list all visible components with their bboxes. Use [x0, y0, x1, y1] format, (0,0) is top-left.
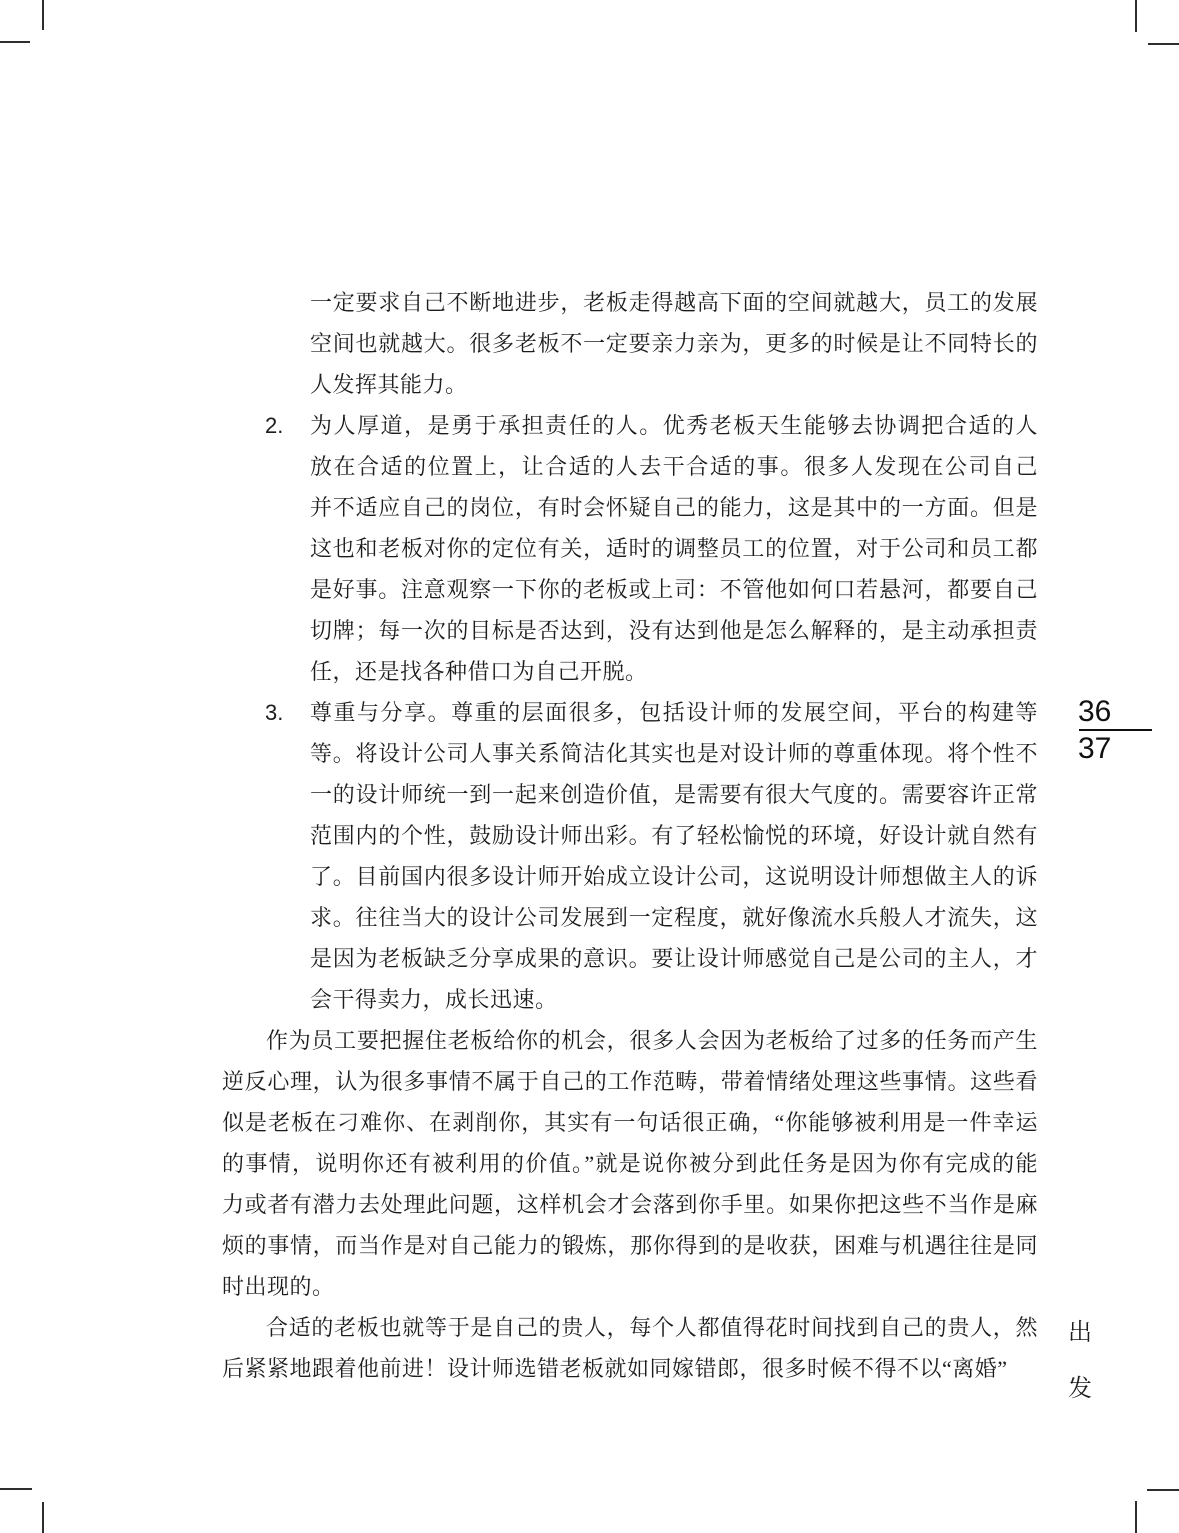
- crop-mark-bottom-left-horizontal: [0, 1488, 32, 1490]
- text-line: 一的设计师统一到一起来创造价值，是需要有很大气度的。需要容许正常: [310, 782, 1038, 807]
- crop-mark-bottom-right-vertical: [1135, 1501, 1137, 1533]
- page-number-top: 36: [1078, 695, 1112, 728]
- crop-mark-top-left-horizontal: [0, 41, 30, 43]
- page-number-block: [1078, 696, 1153, 765]
- page-number-divider: [1079, 729, 1152, 731]
- text-line: 会干得卖力，成长迅速。: [310, 987, 558, 1012]
- text-line: 作为员工要把握住老板给你的机会，很多人会因为老板给了过多的任务而产生: [266, 1028, 1038, 1053]
- list-item-block: [222, 692, 1038, 1020]
- crop-mark-bottom-right-horizontal: [1147, 1489, 1179, 1491]
- text-line: 为人厚道，是勇于承担责任的人。优秀老板天生能够去协调把合适的人: [310, 413, 1038, 438]
- text-line: 求。往往当大的设计公司发展到一定程度，就好像流水兵般人才流失，这: [310, 905, 1038, 930]
- text-line: 放在合适的位置上，让合适的人去干合适的事。很多人发现在公司自己: [310, 454, 1038, 479]
- list-item-block: [222, 405, 1038, 692]
- side-label-char-2: 发: [1068, 1376, 1092, 1402]
- crop-mark-bottom-left-vertical: [42, 1502, 44, 1533]
- text-line: 逆反心理，认为很多事情不属于自己的工作范畴，带着情绪处理这些事情。这些看: [222, 1069, 1038, 1094]
- text-line: 人发挥其能力。: [310, 372, 468, 397]
- text-line: 空间也就越大。很多老板不一定要亲力亲为，更多的时候是让不同特长的: [310, 331, 1038, 356]
- paragraph-block: [222, 1020, 1038, 1307]
- text-line: 范围内的个性，鼓励设计师出彩。有了轻松愉悦的环境，好设计就自然有: [310, 823, 1038, 848]
- text-line: 并不适应自己的岗位，有时会怀疑自己的能力，这是其中的一方面。但是: [310, 495, 1038, 520]
- text-line: 等。将设计公司人事关系简洁化其实也是对设计师的尊重体现。将个性不: [310, 741, 1038, 766]
- text-line: 是因为老板缺乏分享成果的意识。要让设计师感觉自己是公司的主人，才: [310, 946, 1038, 971]
- text-line: 是好事。注意观察一下你的老板或上司：不管他如何口若悬河，都要自己: [310, 577, 1038, 602]
- list-item-marker: 2.: [265, 413, 284, 438]
- crop-mark-top-right-vertical: [1135, 0, 1137, 32]
- crop-mark-top-left-vertical: [42, 0, 44, 30]
- text-line: 一定要求自己不断地进步，老板走得越高下面的空间就越大，员工的发展: [310, 290, 1038, 315]
- list-continuation-block: [222, 282, 1038, 405]
- text-line: 合适的老板也就等于是自己的贵人，每个人都值得花时间找到自己的贵人，然: [266, 1315, 1038, 1340]
- text-line: 烦的事情，而当作是对自己能力的锻炼，那你得到的是收获，困难与机遇往往是同: [222, 1233, 1038, 1258]
- text-line: 后紧紧地跟着他前进！设计师选错老板就如同嫁错郎，很多时候不得不以“离婚”: [222, 1356, 1008, 1381]
- text-line: 力或者有潜力去处理此问题，这样机会才会落到你手里。如果你把这些不当作是麻: [222, 1192, 1038, 1217]
- text-line: 这也和老板对你的定位有关，适时的调整员工的位置，对于公司和员工都: [310, 536, 1038, 561]
- section-side-label: [1066, 1312, 1094, 1403]
- side-label-char-1: 出: [1068, 1320, 1092, 1346]
- page-number-bottom: 37: [1078, 732, 1112, 765]
- crop-mark-top-right-horizontal: [1148, 43, 1179, 45]
- text-line: 任，还是找各种借口为自己开脱。: [310, 659, 648, 684]
- text-line: 时出现的。: [222, 1274, 335, 1299]
- list-item-marker: 3.: [265, 700, 284, 725]
- text-line: 的事情，说明你还有被利用的价值。”就是说你被分到此任务是因为你有完成的能: [222, 1151, 1038, 1176]
- text-line: 切牌；每一次的目标是否达到，没有达到他是怎么解释的，是主动承担责: [310, 618, 1038, 643]
- text-line: 尊重与分享。尊重的层面很多，包括设计师的发展空间，平台的构建等: [310, 700, 1038, 725]
- paragraph-block: [222, 1307, 1038, 1389]
- text-line: 似是老板在刁难你、在剥削你，其实有一句话很正确，“你能够被利用是一件幸运: [222, 1110, 1038, 1135]
- text-line: 了。目前国内很多设计师开始成立设计公司，这说明设计师想做主人的诉: [310, 864, 1038, 889]
- page-text-column: [222, 282, 1038, 1389]
